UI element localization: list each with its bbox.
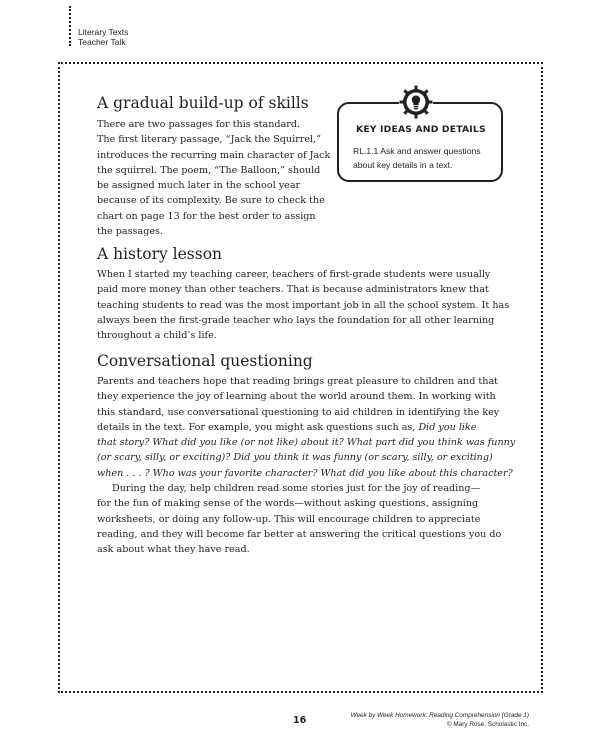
text-line: teaching students to read was the most important job in all the school system. It has xyxy=(97,299,510,311)
paragraph-build-up xyxy=(97,117,330,239)
text-line: The first literary passage, “Jack the Squirrel,” xyxy=(97,134,322,146)
italic-question-line: (or scary, silly, or exciting)? Did you think it was funny (or scary, silly, or exciting) xyxy=(97,452,493,464)
italic-question-line: when . . . ? Who was your favorite character? What did you like about this character? xyxy=(97,467,513,479)
text-line: paid more money than other teachers. That is because administrators knew that xyxy=(97,284,489,296)
paragraph-history xyxy=(97,267,509,343)
text-line: the squirrel. The poem, “The Balloon,” should xyxy=(97,164,321,176)
text-line-with-italic-tail xyxy=(97,420,515,435)
paragraph-conversational xyxy=(97,374,515,558)
header-line-1: Literary Texts xyxy=(78,27,129,37)
text-line: When I started my teaching career, teachers of first-grade students were usually xyxy=(97,269,491,280)
header-line-2: Teacher Talk xyxy=(78,37,126,47)
text-line: for the fun of making sense of the words—without asking questions, assigning xyxy=(97,498,479,510)
credit-copyright: © Mary Rose, Scholastic Inc. xyxy=(446,720,529,728)
standard-line: about key details in a text. xyxy=(353,159,453,170)
page-number: 16 xyxy=(293,715,307,726)
text-line: chart on page 13 for the best order to assign xyxy=(97,210,316,222)
text-line: There are two passages for this standard. xyxy=(97,119,301,130)
text-line: this standard, use conversational questioning to aid children in identifying the key xyxy=(97,406,500,418)
italic-question-line: that story? What did you like (or not like) about it? What part did you think was funny xyxy=(97,437,516,449)
section-title-build-up: A gradual build-up of skills xyxy=(97,94,309,112)
text-line: they experience the joy of learning about the world around them. In working with xyxy=(97,391,496,403)
header-dotted-rule xyxy=(69,6,71,46)
text-line: reading, and they will become far better at answering the critical questions you do xyxy=(97,528,502,540)
lightbulb-badge-icon xyxy=(399,85,433,119)
section-title-conversational: Conversational questioning xyxy=(97,352,313,370)
footer-credits xyxy=(351,712,529,729)
text-line: During the day, help children read some stories just for the joy of reading— xyxy=(112,483,481,495)
section-title-history: A history lesson xyxy=(97,245,223,263)
text-segment: details in the text. For example, you might ask questions such as, xyxy=(97,421,416,433)
text-line: worksheets, or doing any follow-up. This will encourage children to appreciate xyxy=(97,513,481,525)
text-line: because of its complexity. Be sure to check the xyxy=(97,195,325,207)
italic-question: Did you like xyxy=(418,421,477,433)
text-line: always been the first-grade teacher who lays the foundation for all other learning xyxy=(97,314,495,326)
credit-title: Week by Week Homework: Reading Comprehension (Grade 1) xyxy=(350,712,529,719)
key-ideas-title: KEY IDEAS AND DETAILS xyxy=(356,124,486,135)
text-line: ask about what they have read. xyxy=(97,544,250,556)
text-line: throughout a child’s life. xyxy=(97,330,217,342)
text-line: Parents and teachers hope that reading brings great pleasure to children and that xyxy=(97,376,499,387)
text-line: be assigned much later in the school year xyxy=(97,180,301,192)
key-ideas-standard xyxy=(353,145,481,172)
standard-line: RL.1.1 Ask and answer questions xyxy=(353,146,481,156)
running-header xyxy=(78,27,128,47)
text-line: introduces the recurring main character of Jack xyxy=(97,149,331,161)
text-line: the passages. xyxy=(97,226,163,238)
